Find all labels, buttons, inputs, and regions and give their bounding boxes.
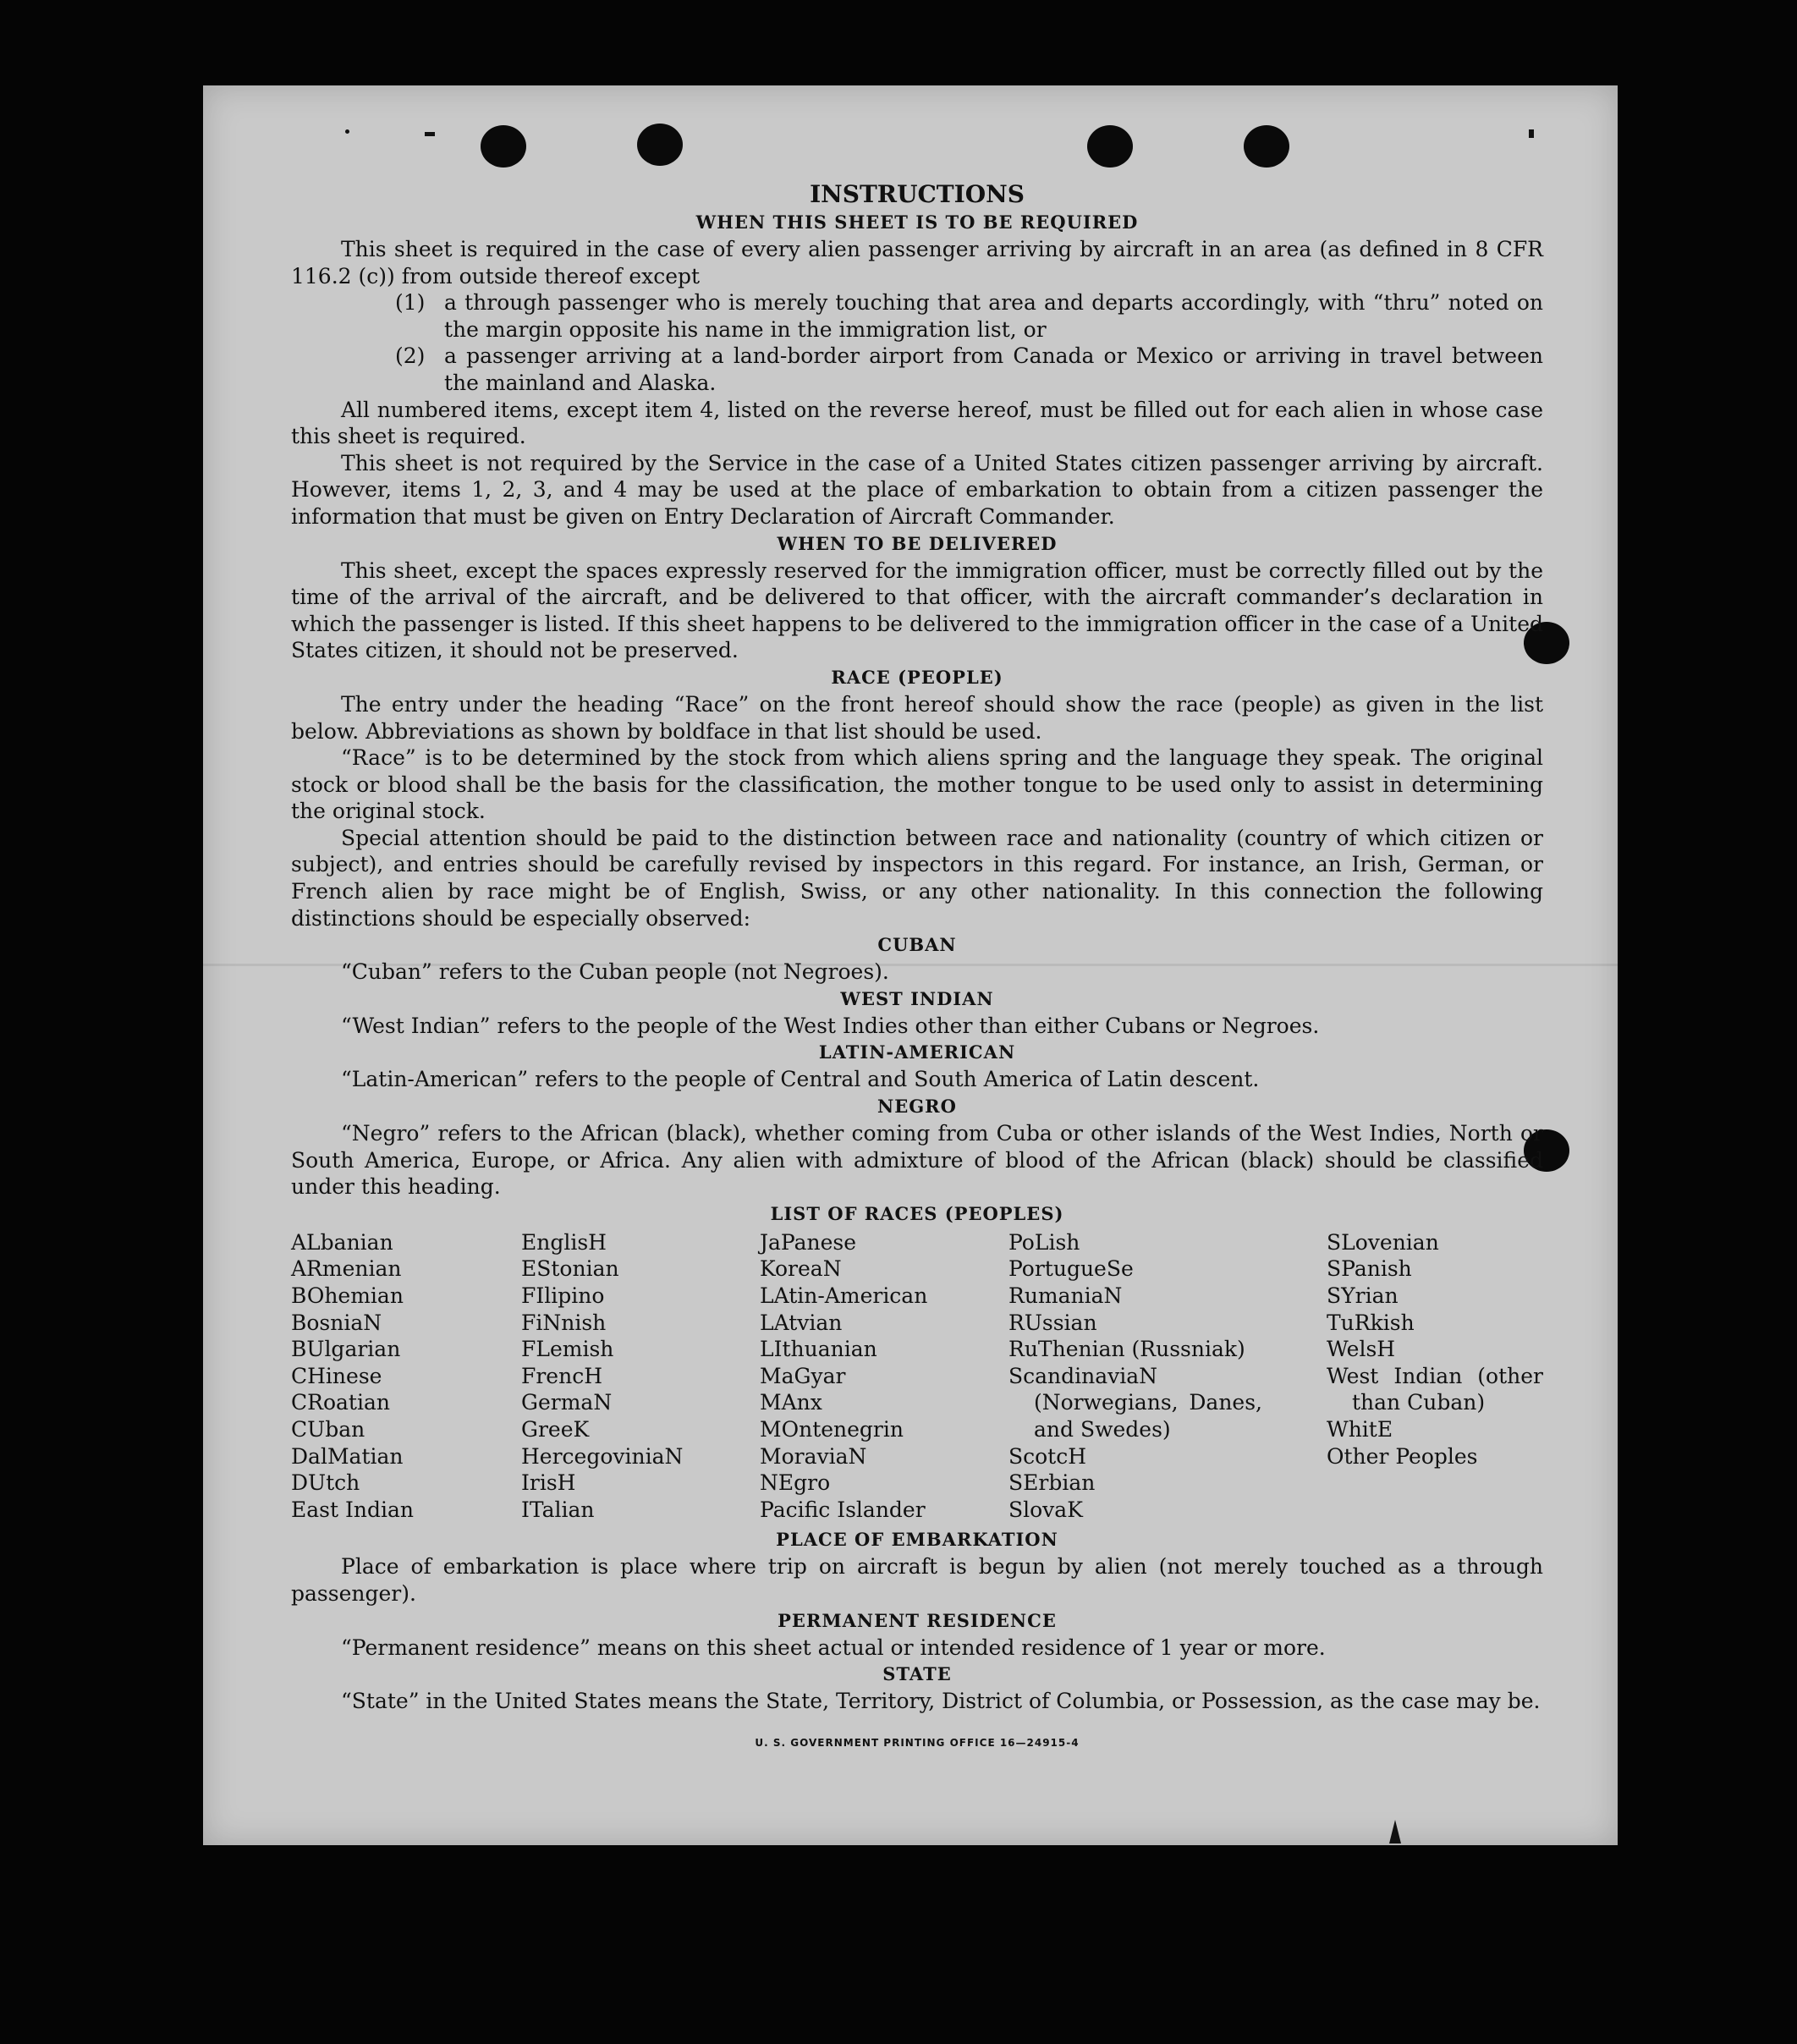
paragraph: Place of embarkation is place where trip on aircraft is begun by alien (not merely touched as a through passenger). [291, 1554, 1543, 1606]
numbered-item [291, 343, 1543, 396]
race-item: LIthuanian [760, 1337, 877, 1362]
race-item: BOhemian [291, 1283, 404, 1308]
race-item: PoLish [1008, 1229, 1080, 1255]
section-heading: LIST OF RACES (PEOPLES) [770, 1202, 1064, 1224]
races-column [291, 1229, 521, 1524]
race-item: Pacific Islander [760, 1497, 926, 1522]
race-item: GermaN [521, 1390, 613, 1415]
race-item: BUlgarian [291, 1337, 401, 1362]
races-column [760, 1229, 1008, 1524]
item-text: a through passenger who is merely touching that area and departs accordingly, with “thru” noted on the margin opposite his name in the immigration list, or [444, 290, 1543, 342]
section-heading: RACE (PEOPLE) [831, 666, 1003, 688]
race-item: FrencH [521, 1363, 602, 1388]
instructions-body [291, 177, 1543, 1756]
race-item: RuThenian (Russniak) [1008, 1337, 1245, 1362]
race-item: MaGyar [760, 1363, 846, 1388]
page-title: INSTRUCTIONS [810, 180, 1025, 208]
race-item: FIlipino [521, 1283, 605, 1308]
race-item: TuRkish [1327, 1310, 1415, 1335]
paragraph: This sheet is required in the case of every alien passenger arriving by aircraft in an area (as defined in 8 CFR 116.2 (c)) from outside thereof except [291, 237, 1543, 288]
race-item: ALbanian [291, 1229, 393, 1255]
paragraph: “West Indian” refers to the people of the West Indies other than either Cubans or Negroes. [341, 1013, 1320, 1038]
race-item: GreeK [521, 1416, 590, 1442]
race-item: SPanish [1327, 1256, 1412, 1282]
race-item: BosniaN [291, 1310, 382, 1335]
race-item: ScotcH [1008, 1443, 1087, 1469]
race-item: SlovaK [1008, 1497, 1083, 1522]
race-item: EStonian [521, 1256, 619, 1282]
race-item: ScandinaviaN (Norwegians, Danes, and Swedes) [1008, 1363, 1262, 1442]
ink-speck [1389, 1820, 1401, 1843]
race-item: East Indian [291, 1497, 414, 1522]
race-item: CUban [291, 1416, 365, 1442]
race-item: IrisH [521, 1470, 576, 1496]
race-item: NEgro [760, 1470, 831, 1496]
paragraph: This sheet, except the spaces expressly reserved for the immigration officer, must be correctly filled out by the time of the arrival of the aircraft, and be delivered to that officer, with the aircraft commander’s declaration in which the passenger is listed. If this sheet happens to be delivered to the immigration officer in the case of a United States citizen, it should not be preserved. [291, 558, 1543, 663]
race-item: LAtin-American [760, 1283, 928, 1308]
item-number: (2) [395, 343, 426, 369]
race-item: DalMatian [291, 1443, 404, 1469]
race-item: SYrian [1327, 1283, 1399, 1308]
race-item: WhitE [1327, 1416, 1393, 1442]
section-heading: PERMANENT RESIDENCE [778, 1609, 1057, 1631]
printing-office-imprint: U. S. GOVERNMENT PRINTING OFFICE 16—24915-4 [755, 1736, 1080, 1749]
race-item: WelsH [1327, 1337, 1396, 1362]
numbered-item [291, 289, 1543, 343]
race-item: CHinese [291, 1363, 382, 1388]
section-heading: WHEN TO BE DELIVERED [777, 532, 1058, 554]
document-sheet [203, 85, 1618, 1845]
race-item: EnglisH [521, 1229, 607, 1255]
section-heading: WHEN THIS SHEET IS TO BE REQUIRED [695, 212, 1139, 233]
paragraph: “Negro” refers to the African (black), whether coming from Cuba or other islands of the West Indies, North or South America, Europe, or Africa. Any alien with admixture of blood of the African (black) should be classified under this heading. [291, 1121, 1543, 1200]
race-item: KoreaN [760, 1256, 842, 1282]
paragraph: Special attention should be paid to the distinction between race and nationality (country of which citizen or subject), and entries should be carefully revised by inspectors in this regard. For instance, an Irish, German, or French alien by race might be of English, Swiss, or any other nationality. In this connection the following distinctions should be especially observed: [291, 825, 1543, 931]
race-item: FLemish [521, 1337, 614, 1362]
ink-speck [1529, 129, 1534, 138]
races-column [1327, 1229, 1543, 1524]
ink-speck [425, 132, 435, 136]
punch-hole [637, 124, 683, 166]
item-text: a passenger arriving at a land-border airport from Canada or Mexico or arriving in travel between the mainland and Alaska. [444, 343, 1543, 395]
punch-hole [1087, 125, 1133, 168]
punch-hole [1244, 125, 1289, 168]
paragraph: “Cuban” refers to the Cuban people (not Negroes). [341, 959, 889, 985]
punch-hole [481, 125, 526, 168]
race-item: CRoatian [291, 1390, 390, 1415]
section-heading: WEST INDIAN [840, 987, 994, 1009]
paragraph: The entry under the heading “Race” on the front hereof should show the race (people) as given in the list below. Abbreviations as shown by boldface in that list should be used. [291, 691, 1543, 744]
race-item: MoraviaN [760, 1443, 867, 1469]
race-item: HercegoviniaN [521, 1443, 684, 1469]
race-item: SErbian [1008, 1470, 1096, 1496]
paragraph: “State” in the United States means the State, Territory, District of Columbia, or Possession, as the case may be. [341, 1689, 1541, 1714]
paragraph: “Permanent residence” means on this sheet actual or intended residence of 1 year or more. [341, 1635, 1326, 1660]
race-item: ITalian [521, 1497, 595, 1522]
race-item: MOntenegrin [760, 1416, 904, 1442]
ink-speck [345, 129, 349, 134]
paragraph: “Race” is to be determined by the stock from which aliens spring and the language they speak. The original stock or blood shall be the basis for the classification, the mother tongue to be used only to assist in determining the original stock. [291, 745, 1543, 824]
races-column [1008, 1229, 1262, 1524]
section-heading: CUBAN [877, 934, 957, 956]
paragraph: “Latin-American” refers to the people of Central and South America of Latin descent. [341, 1067, 1260, 1092]
paragraph: This sheet is not required by the Service in the case of a United States citizen passenger arriving by aircraft. However, items 1, 2, 3, and 4 may be used at the place of embarkation to obtain from a citizen passenger the information that must be given on Entry Declaration of Aircraft Commander. [291, 450, 1543, 529]
race-item: RumaniaN [1008, 1283, 1123, 1308]
race-item: Other Peoples [1327, 1443, 1478, 1469]
races-list [291, 1229, 1543, 1524]
race-item: West Indian (other than Cuban) [1327, 1363, 1543, 1415]
race-item: FiNnish [521, 1310, 607, 1335]
race-item: PortugueSe [1008, 1256, 1134, 1282]
race-item: LAtvian [760, 1310, 843, 1335]
section-heading: PLACE OF EMBARKATION [776, 1529, 1058, 1551]
race-item: ARmenian [291, 1256, 402, 1282]
race-item: DUtch [291, 1470, 360, 1496]
race-item: MAnx [760, 1390, 822, 1415]
section-heading: LATIN-AMERICAN [818, 1041, 1016, 1063]
paragraph: All numbered items, except item 4, listed on the reverse hereof, must be filled out for each alien in whose case this sheet is required. [291, 397, 1543, 449]
race-item: JaPanese [760, 1229, 857, 1255]
section-heading: NEGRO [877, 1096, 957, 1118]
race-item: RUssian [1008, 1310, 1097, 1335]
race-item: SLovenian [1327, 1229, 1439, 1255]
section-heading: STATE [882, 1663, 952, 1685]
item-number: (1) [395, 290, 426, 316]
races-column [521, 1229, 760, 1524]
